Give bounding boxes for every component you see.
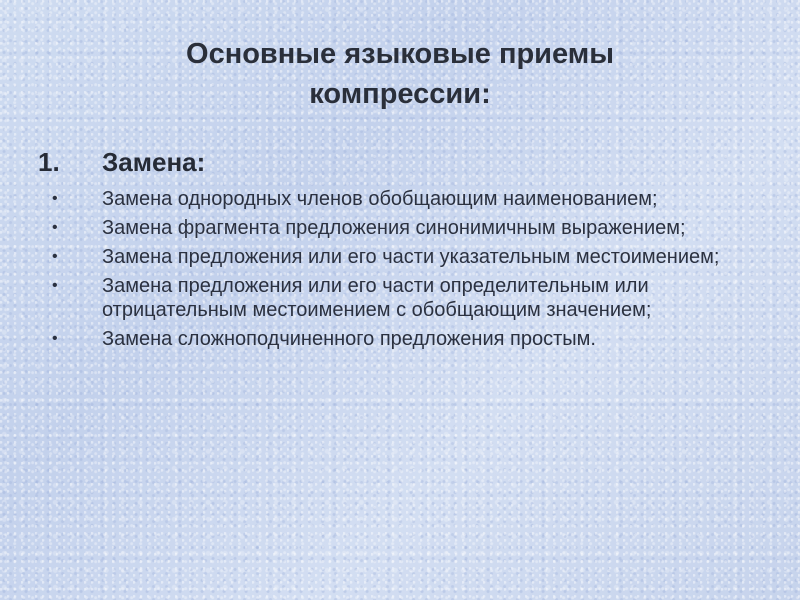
list-item — [0, 187, 800, 211]
list-item-text: Замена предложения или его части указательным местоимением; — [102, 246, 720, 268]
list-item — [0, 216, 800, 240]
slide-title-line-2: компрессии: — [309, 78, 491, 110]
bullet-list — [0, 187, 800, 356]
slide-title-line-1: Основные языковые приемы — [186, 38, 614, 70]
slide-title — [0, 34, 800, 114]
bullet-icon: • — [52, 277, 58, 294]
list-item-text: Замена фрагмента предложения синонимичным выражением; — [102, 217, 686, 239]
bullet-icon: • — [52, 248, 58, 265]
list-item — [0, 274, 800, 322]
section-number: 1. — [38, 147, 60, 177]
list-item-text: Замена предложения или его части определительным или отрицательным местоимением с обобщающим значением; — [102, 275, 652, 321]
bullet-icon: • — [52, 330, 58, 347]
list-item — [0, 245, 800, 269]
bullet-icon: • — [52, 219, 58, 236]
list-item-text: Замена сложноподчиненного предложения простым. — [102, 328, 596, 350]
bullet-icon: • — [52, 190, 58, 207]
list-item-text: Замена однородных членов обобщающим наименованием; — [102, 188, 658, 210]
list-item — [0, 327, 800, 351]
section-label: Замена: — [102, 147, 206, 177]
